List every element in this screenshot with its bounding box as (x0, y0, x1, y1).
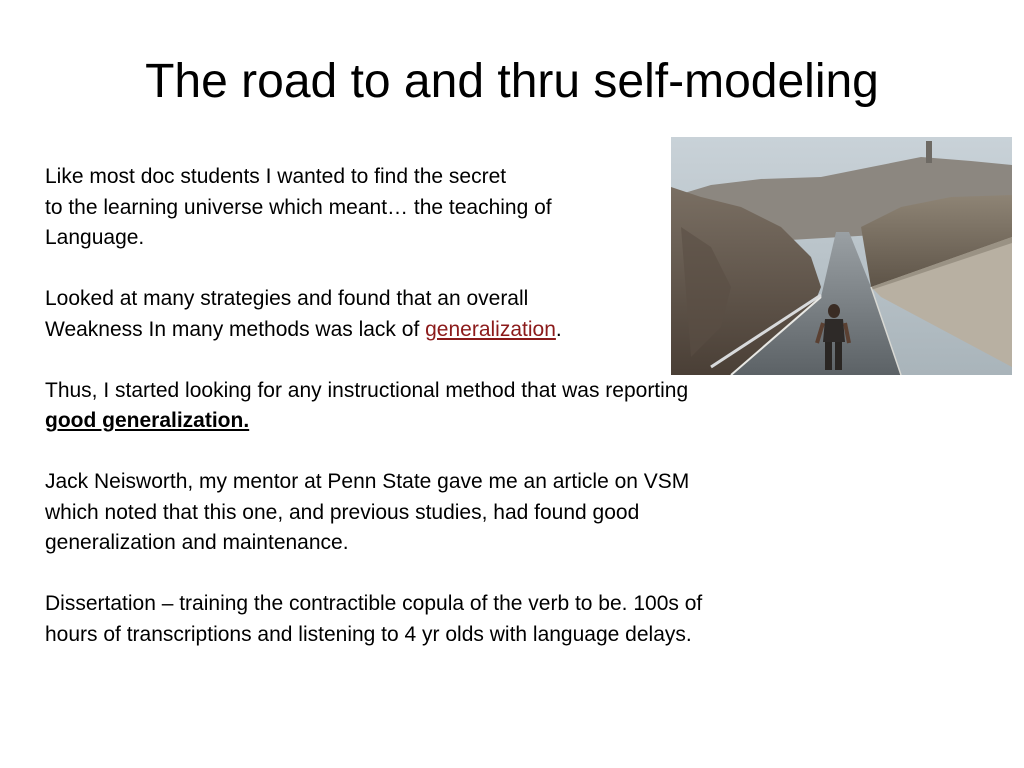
paragraph-3 (45, 376, 875, 437)
road-photo (671, 137, 1012, 375)
slide-title: The road to and thru self-modeling (145, 55, 879, 108)
paragraph-5 (45, 589, 875, 650)
p4-line-3: generalization and maintenance. (45, 531, 349, 554)
p1-line-3: Language. (45, 226, 145, 249)
p5-line-2: hours of transcriptions and listening to 4 yr olds with language delays. (45, 622, 692, 646)
p3-line-1: Thus, I started looking for any instructional method that was reporting (45, 378, 689, 402)
p4-line-2: which noted that this one, and previous studies, had found good (45, 500, 640, 524)
road-photo-illustration (671, 137, 1012, 375)
p5-line-1: Dissertation – training the contractible copula of the verb to be. 100s of (45, 592, 703, 615)
paragraph-4 (45, 467, 875, 559)
p1-line-2: to the learning universe which meant… the teaching of (45, 195, 552, 219)
p2-line-2-suffix: . (555, 317, 562, 341)
p1-line-1: Like most doc students I wanted to find the secret (45, 165, 507, 188)
p2-line-2-prefix: Weakness In many methods was lack of (45, 317, 426, 341)
p2-line-1: Looked at many strategies and found that an overall (45, 287, 529, 310)
p3-bold-phrase: good generalization. (45, 409, 250, 432)
generalization-link[interactable]: generalization (425, 317, 556, 341)
p4-line-1: Jack Neisworth, my mentor at Penn State gave me an article on VSM (45, 470, 690, 493)
